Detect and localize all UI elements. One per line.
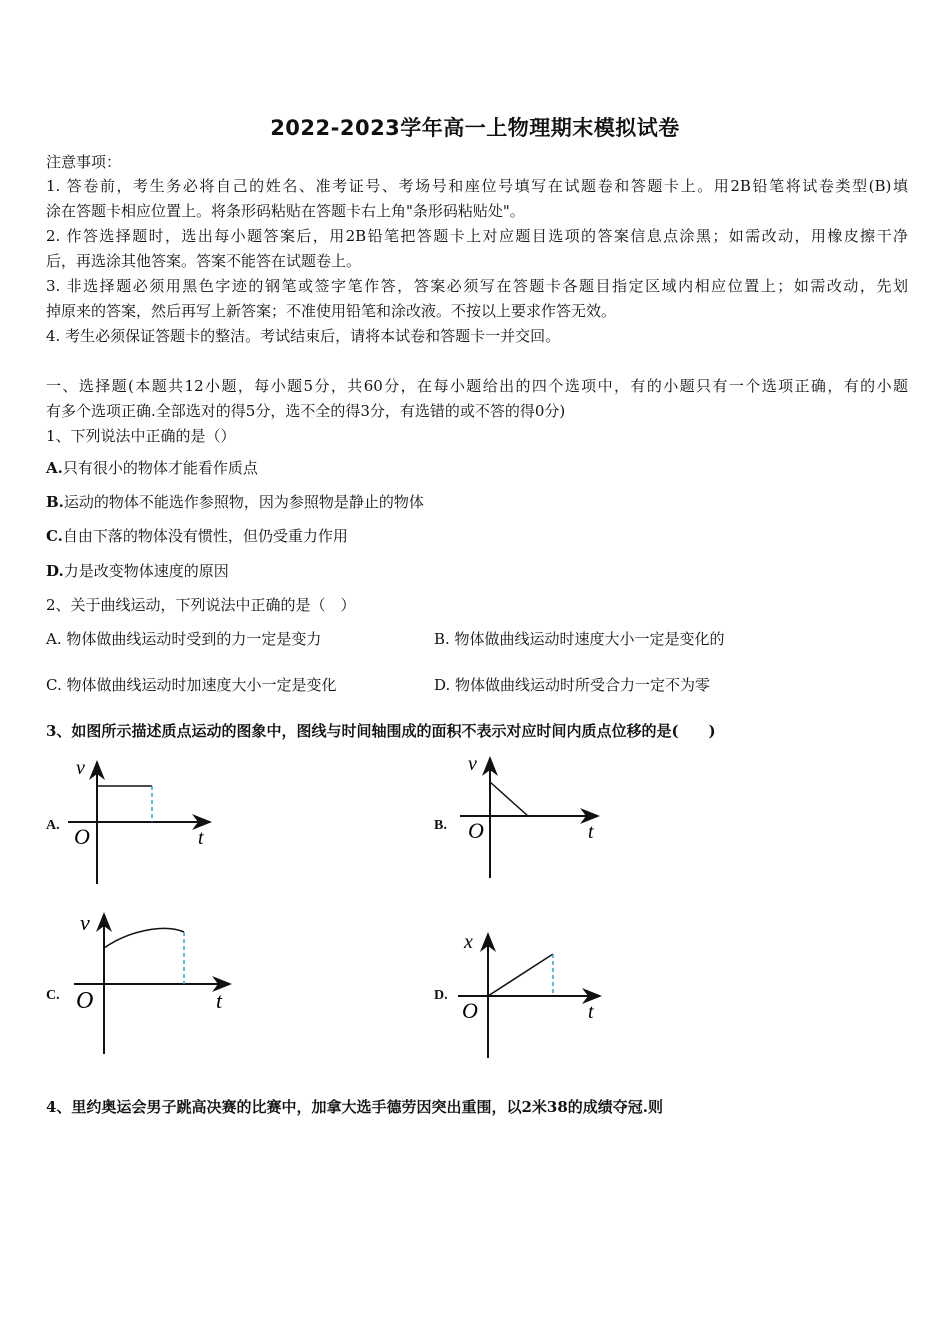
question-1-option-b bbox=[46, 490, 908, 514]
y-axis-label: v bbox=[76, 757, 85, 779]
notice-line: 掉原来的答案，然后再写上新答案；不准使用铅笔和涂改液。不按以上要求作答无效。 bbox=[46, 302, 617, 320]
question-4-stem: 4、里约奥运会男子跳高决赛的比赛中，加拿大选手德劳因突出重围，以2米38的成绩夺冠.则 bbox=[46, 1098, 663, 1116]
option-text: 力是改变物体速度的原因 bbox=[63, 562, 229, 580]
graph-b-label: B. bbox=[434, 818, 447, 833]
option-label: D. bbox=[46, 562, 64, 580]
option-label: C. bbox=[46, 527, 63, 545]
origin-label: O bbox=[462, 998, 478, 1023]
y-axis-label: v bbox=[468, 753, 477, 775]
question-2-option-b: B. 物体做曲线运动时速度大小一定是变化的 bbox=[434, 630, 725, 648]
displacement-line bbox=[488, 954, 553, 996]
x-axis-label: t bbox=[216, 988, 223, 1013]
notice-line: 涂在答题卡相应位置上。将条形码粘贴在答题卡右上角"条形码粘贴处"。 bbox=[46, 202, 525, 220]
notice-line: 后，再选涂其他答案。答案不能答在试题卷上。 bbox=[46, 252, 362, 270]
origin-label: O bbox=[76, 988, 94, 1014]
option-text: 只有很小的物体才能看作质点 bbox=[62, 459, 258, 477]
graph-c-label: C. bbox=[46, 988, 60, 1003]
section-heading: 有多个选项正确.全部选对的得5分，选不全的得3分，有选错的或不答的得0分) bbox=[46, 402, 566, 420]
question-2-stem: 2、关于曲线运动，下列说法中正确的是（ ） bbox=[46, 596, 356, 614]
velocity-line bbox=[490, 782, 528, 816]
question-3-stem: 3、如图所示描述质点运动的图象中，图线与时间轴围成的面积不表示对应时间内质点位移的是( ) bbox=[46, 722, 716, 740]
graph-d-label: D. bbox=[434, 988, 448, 1003]
graph-a bbox=[64, 756, 224, 888]
x-axis-label: t bbox=[588, 1001, 594, 1023]
question-1-option-c bbox=[46, 524, 908, 548]
question-1-stem: 1、下列说法中正确的是（） bbox=[46, 427, 236, 445]
notice-line: 4. 考生必须保证答题卡的整洁。考试结束后，请将本试卷和答题卡一并交回。 bbox=[46, 327, 561, 345]
x-axis-label: t bbox=[198, 827, 204, 849]
question-2-option-c: C. 物体做曲线运动时加速度大小一定是变化 bbox=[46, 676, 337, 694]
option-label: A. bbox=[46, 459, 63, 477]
section-heading: 一、选择题(本题共12小题，每小题5分，共60分，在每小题给出的四个选项中，有的小题只有一个选项正确，有的小题 bbox=[46, 377, 908, 395]
option-text: 自由下落的物体没有惯性，但仍受重力作用 bbox=[62, 527, 348, 545]
graph-a-label: A. bbox=[46, 818, 60, 833]
question-2-option-a: A. 物体做曲线运动时受到的力一定是变力 bbox=[46, 630, 322, 648]
page-title: 2022-2023学年高一上物理期末模拟试卷 bbox=[270, 116, 680, 140]
y-axis-label: x bbox=[464, 931, 473, 953]
question-1-option-a bbox=[46, 456, 908, 480]
origin-label: O bbox=[468, 818, 484, 843]
graph-c bbox=[70, 908, 240, 1058]
notice-line: 1. 答卷前，考生务必将自己的姓名、准考证号、考场号和座位号填写在试题卷和答题卡上。用2B铅笔将试卷类型(B)填 bbox=[46, 177, 908, 195]
origin-label: O bbox=[74, 824, 90, 849]
question-1-option-d bbox=[46, 559, 908, 583]
notice-line: 2. 作答选择题时，选出每小题答案后，用2B铅笔把答题卡上对应题目选项的答案信息点涂黑；如需改动，用橡皮擦干净 bbox=[46, 227, 908, 245]
option-label: B. bbox=[46, 493, 64, 511]
notice-heading: 注意事项： bbox=[46, 153, 122, 171]
question-2-option-d: D. 物体做曲线运动时所受合力一定不为零 bbox=[434, 676, 711, 694]
option-text: 运动的物体不能选作参照物，因为参照物是静止的物体 bbox=[63, 493, 424, 511]
notice-line: 3. 非选择题必须用黑色字迹的钢笔或签字笔作答，答案必须写在答题卡各题目指定区域内相应位置上；如需改动，先划 bbox=[46, 277, 908, 295]
y-axis-label: v bbox=[80, 910, 90, 935]
velocity-curve bbox=[104, 929, 184, 948]
graph-d bbox=[454, 928, 610, 1060]
graph-b bbox=[456, 752, 606, 882]
x-axis-label: t bbox=[588, 821, 594, 843]
